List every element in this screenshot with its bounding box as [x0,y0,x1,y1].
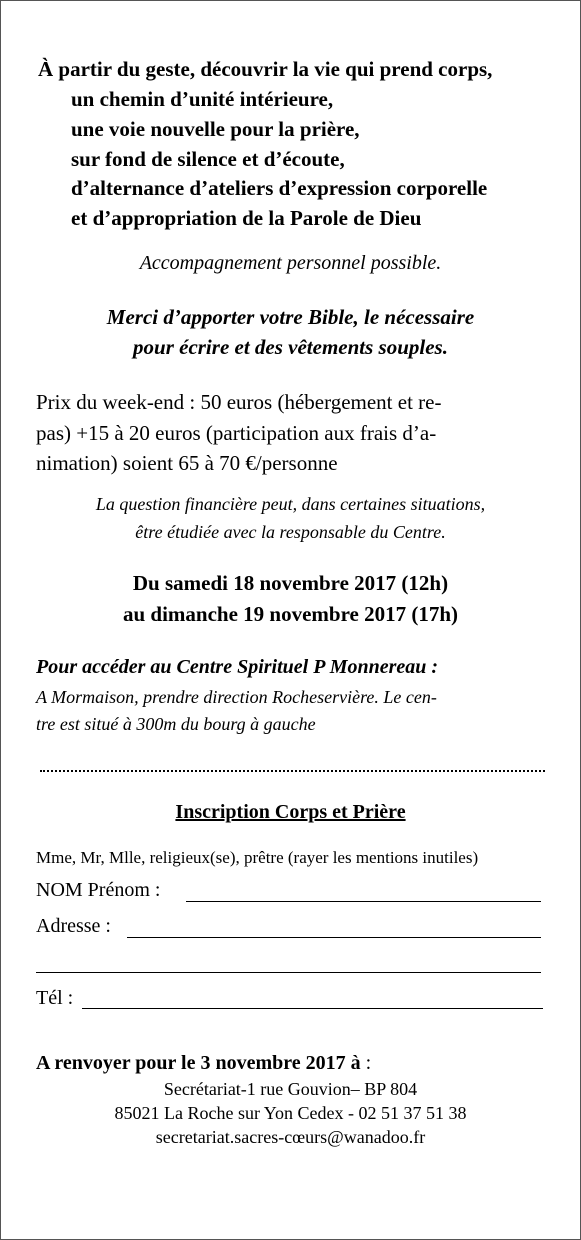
intro-line-3: une voie nouvelle pour la prière, [71,117,360,141]
return-heading-date: 3 novembre 2017 à [200,1052,361,1074]
bible-request-line-2: pour écrire et des vêtements souples. [133,335,448,359]
intro-line-2: un chemin d’unité intérieure, [71,87,334,111]
access-title: Pour accéder au Centre Spirituel P Monnereau : [36,656,439,678]
name-field[interactable] [186,901,541,902]
address-field-line-2[interactable] [36,972,541,973]
address-label: Adresse : [36,915,111,937]
name-label: NOM Prénom : [36,879,161,901]
phone-label: Tél : [36,987,74,1009]
price-line-1: Prix du week-end : 50 euros (hébergement et re- [36,390,442,414]
form-title: Inscription Corps et Prière [175,801,406,823]
access-line-2: tre est situé à 300m du bourg à gauche [36,714,316,734]
cut-dotted-line [40,770,545,772]
finance-note-line-1: La question financière peut, dans certaines situations, [95,494,486,514]
return-address-line-2: 85021 La Roche sur Yon Cedex - 02 51 37 51 38 [114,1103,467,1123]
return-address-line-1: Secrétariat-1 rue Gouvion– BP 804 [163,1079,418,1099]
bible-request-line-1: Merci d’apporter votre Bible, le nécessaire [106,305,475,329]
access-line-1: A Mormaison, prendre direction Rocheservière. Le cen- [36,687,437,707]
accompagnement-note: Accompagnement personnel possible. [139,252,442,274]
intro-line-4: sur fond de silence et d’écoute, [71,147,345,171]
intro-line-5: d’alternance d’ateliers d’expression corporelle [71,176,488,200]
dates-line-1: Du samedi 18 novembre 2017 (12h) [132,571,449,595]
return-heading-prefix: A renvoyer pour le [36,1052,201,1074]
civility-options: Mme, Mr, Mlle, religieux(se), prêtre (rayer les mentions inutiles) [36,848,479,867]
intro-line-1: À partir du geste, découvrir la vie qui prend corps, [38,57,493,81]
intro-line-6: et d’appropriation de la Parole de Dieu [71,206,422,230]
return-email: secretariat.sacres-cœurs@wanadoo.fr [155,1127,426,1147]
finance-note-line-2: être étudiée avec la responsable du Centre. [135,522,446,542]
return-heading [36,1052,371,1075]
address-field[interactable] [127,937,541,938]
price-line-3: nimation) soient 65 à 70 €/personne [36,451,338,475]
phone-field[interactable] [82,1008,543,1009]
return-heading-suffix: : [360,1052,372,1074]
dates-line-2: au dimanche 19 novembre 2017 (17h) [122,602,459,626]
price-line-2: pas) +15 à 20 euros (participation aux frais d’a- [36,421,437,445]
